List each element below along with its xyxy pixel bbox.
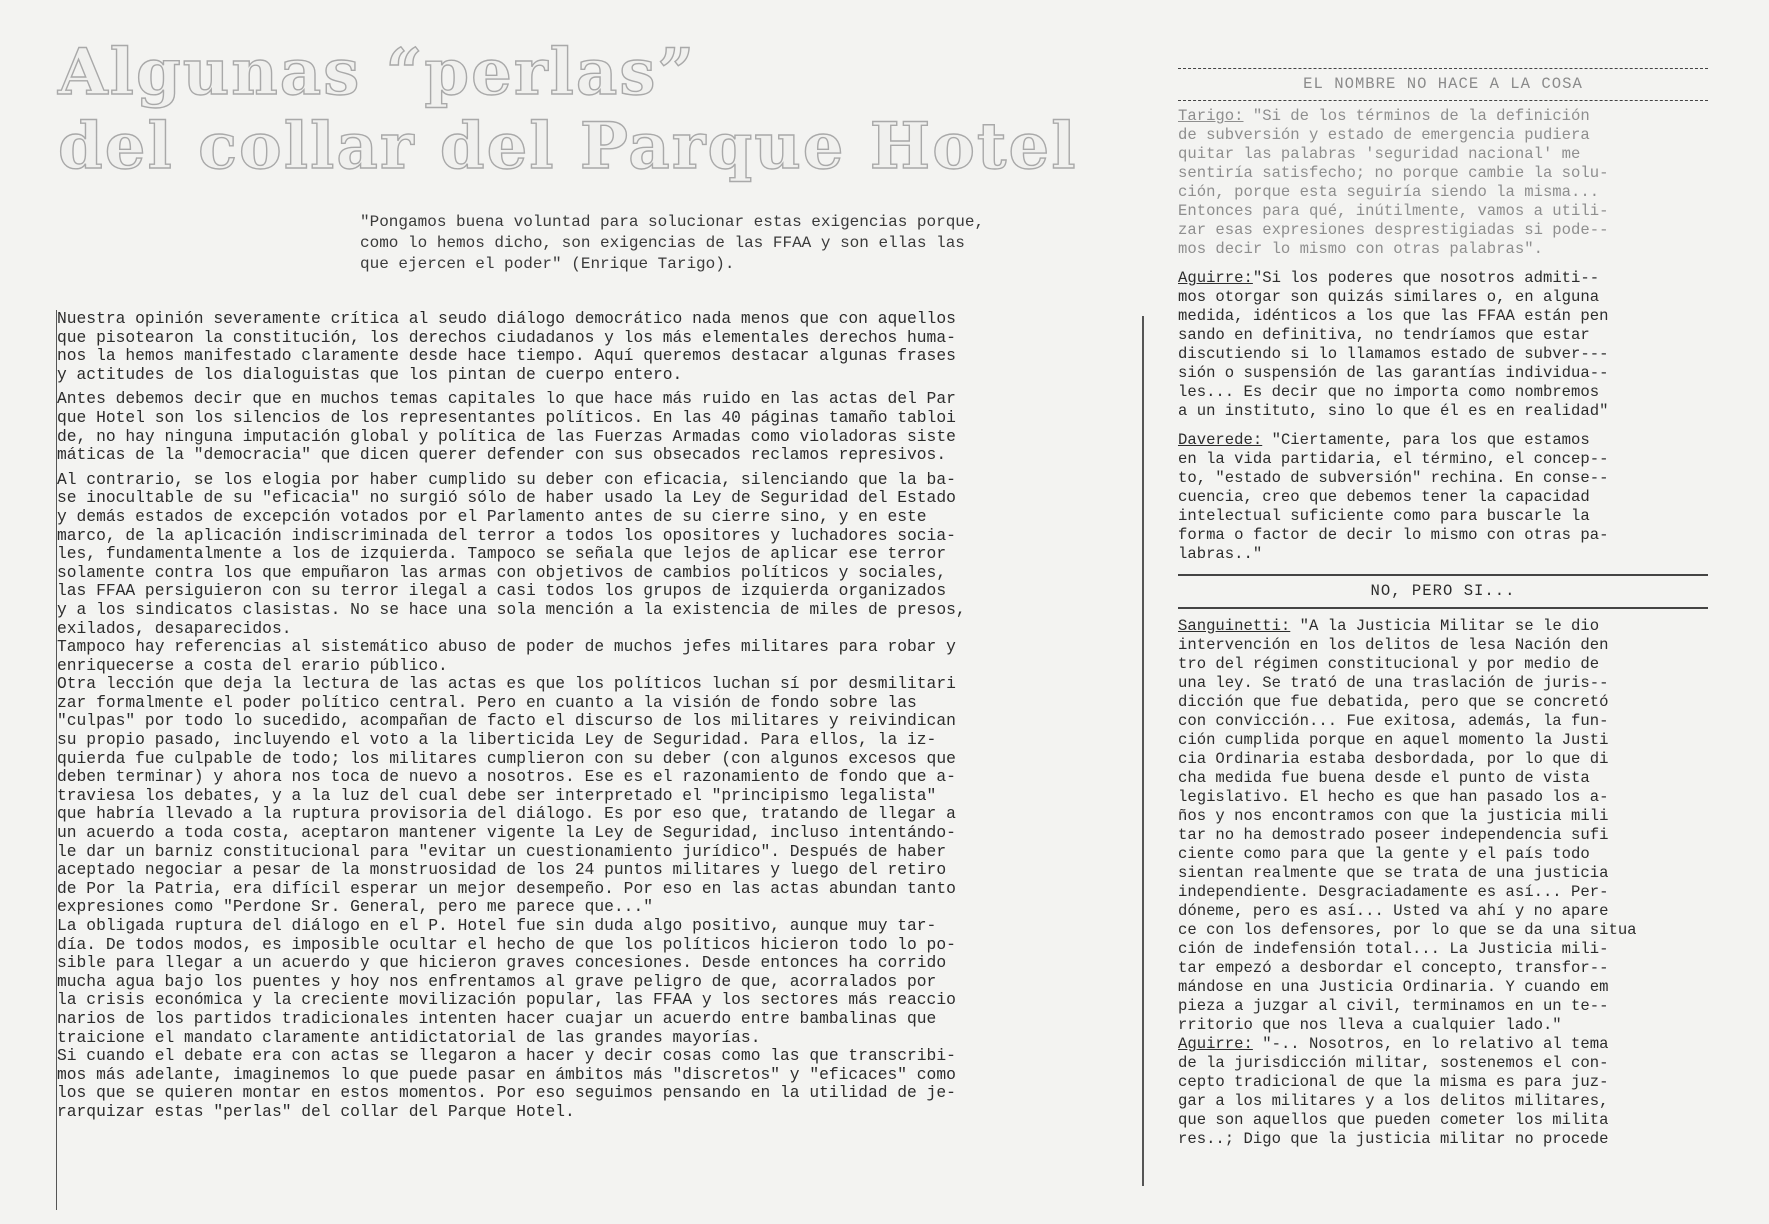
section-rule	[1178, 574, 1708, 576]
speaker-name: Aguirre:	[1178, 1035, 1253, 1053]
headline-line-2: del collar del Parque Hotel	[58, 109, 1078, 184]
quote-text: "Ciertamente, para los que estamos en la vida partidaria, el término, el concep-- to, "estado de subversión" rechina. En conse-- cuencia, creo que debemos tener la capacidad intelectual suficiente como para buscarle la forma o factor de decir lo mismo con otras pa- labras.."	[1178, 431, 1609, 563]
speaker-name: Sanguinetti:	[1178, 617, 1291, 635]
speaker-name: Tarigo:	[1178, 107, 1244, 125]
headline-line-1: Algunas “perlas”	[58, 35, 697, 110]
section-rule	[1178, 68, 1708, 69]
quote-item	[1178, 269, 1708, 421]
speaker-name: Daverede:	[1178, 431, 1263, 449]
column-divider	[1142, 316, 1144, 1186]
article-paragraph: Al contrario, se los elogia por haber cumplido su deber con eficacia, silenciando que la ba- se inocultable de su "eficacia" no surgió sólo de haber usado la Ley de Seguridad del Estado y demás estados de excepción votados por el Parlamento antes de su cierre sino, y en este marco, de la aplicación indiscriminada del terror a todos los opositores y luchadores socia- les, fundamentalmente a los de izquierda. Tampoco se señala que lejos de aplicar ese terror solamente contra los que empuñaron las armas con objetivos de cambios políticos y sociales, las FFAA persiguieron con su terror ilegal a casi todos los grupos de izquierda organizados y a los sindicatos clasistas. No se hace una sola mención a la existencia de miles de presos, exilados, desaparecidos. Tampoco hay referencias al sistemático abuso de poder de muchos jefes militares para robar y enriquecerse a costa del erario público. Otra lección que deja la lectura de las actas es que los políticos luchan sí por desmilitari zar formalmente el poder político central. Pero en cuanto a la visión de fondo sobre las "culpas" por todo lo sucedido, acompañan de facto el discurso de los militares y reivindican su propio pasado, incluyendo el voto a la liberticida Ley de Seguridad. Para ellos, la iz- quierda fue culpable de todo; los militares cumplieron con su deber (con algunos excesos que deben terminar) y ahora nos toca de nuevo a nosotros. Ese es el razonamiento de fondo que a- traviesa los debates, y a la luz del cual debe ser interpretado el "principismo legalista" que habría llevado a la ruptura provisoria del diálogo. Es por eso que, tratando de llegar a un acuerdo a toda costa, aceptaron mantener vigente la Ley de Seguridad, incluso intentándo- le dar un barniz constitucional para "evitar un cuestionamiento jurídico". Después de haber aceptado negociar a pesar de la monstruosidad de los 24 puntos militares y luego del retiro de Por la Patria, era difícil esperar un mejor desempeño. Por eso en las actas abundan tanto expresiones como "Perdone Sr. General, pero me parece que..." La obligada ruptura del diálogo en el P. Hotel fue sin duda algo positivo, aunque muy tar- día. De todos modos, es imposible ocultar el hecho de que los políticos hicieron todo lo po- sible para llegar a un acuerdo y que hicieron graves concesiones. Desde entonces ha corrido mucha agua bajo los puentes y hoy nos enfrentamos al grave peligro de que, acorralados por la crisis económica y la creciente movilización popular, las FFAA y los sectores más reaccio narios de los partidos tradicionales intenten hacer cuajar un acuerdo entre bambalinas que traicione el mandato claramente antidictatorial de las grandes mayorías. Si cuando el debate era con actas se llegaron a hacer y decir cosas como las que transcribi- mos más adelante, imaginemos lo que puede pasar en ámbitos más "discretos" y "eficaces" como los que se quieren montar en estos momentos. Por eso seguimos pensando en la utilidad de je- rarquizar estas "perlas" del collar del Parque Hotel.	[57, 469, 966, 1121]
quote-item	[1178, 1035, 1708, 1149]
quote-text: "-.. Nosotros, en lo relativo al tema de la jurisdicción militar, sostenemos el con- cepto tradicional de que la misma es para juz- gar a los militares y a los delitos militares, que son aquellos que pueden cometer los milita res..; Digo que la justicia militar no procede	[1178, 1035, 1609, 1148]
quote-text: "A la Justicia Militar se le dio intervención en los delitos de lesa Nación den tro del régimen constitucional y por medio de una ley. Se trató de una traslación de juris-- dicción que fue debatida, pero que se concretó con convicción... Fue exitosa, además, la fun- ción cumplida porque en aquel momento la Justi cia Ordinaria estaba desbordada, por lo que di cha medida fue buena desde el punto de vista legislativo. El hecho es que han pasado los a- ños y nos encontramos con que la justicia mili tar no ha demostrado poseer independencia sufi ciente como para que la gente y el país todo sientan realmente que se trata de una justicia independiente. Desgraciadamente es así... Per- dóneme, pero es así... Usted va ahí y no apare ce con los defensores, por lo que se da una situa ción de indefensión total... La Justicia mili- tar empezó a desbordar el concepto, transfor-- mándose en una Justicia Ordinaria. Y cuando em pieza a juzgar al civil, terminamos en un te-- rritorio que nos lleva a cualquier lado."	[1178, 617, 1637, 1034]
article-paragraph: Nuestra opinión severamente crítica al seudo diálogo democrático nada menos que con aquellos que pisotearon la constitución, los derechos ciudadanos y los más elementales derechos huma- nos la hemos manifestado claramente desde hace tiempo. Aquí queremos destacar algunas frases y actitudes de los dialoguistas que los pintan de cuerpo entero.	[57, 309, 956, 384]
epigraph-quote: "Pongamos buena voluntad para solucionar estas exigencias porque, como lo hemos dicho, son exigencias de las FFAA y son ellas las que ejercen el poder" (Enrique Tarigo).	[360, 213, 985, 273]
quote-item	[1178, 107, 1708, 259]
quote-item	[1178, 617, 1708, 1035]
article-paragraph: Antes debemos decir que en muchos temas capitales lo que hace más ruido en las actas del Par que Hotel son los silencios de los representantes políticos. En las 40 páginas tamaño tabloi de, no hay ninguna imputación global y política de las Fuerzas Armadas como violadoras siste máticas de la "democracia" que dicen querer defender con sus obsecados reclamos represivos.	[57, 389, 956, 465]
section-rule	[1178, 100, 1708, 101]
section-rule	[1178, 607, 1708, 609]
section-title-nombre: EL NOMBRE NO HACE A LA COSA	[1303, 75, 1583, 93]
headline	[58, 35, 1078, 184]
quote-text: "Si de los términos de la definición de subversión y estado de emergencia pudiera quitar las palabras 'seguridad nacional' me sentiría satisfecho; no porque cambie la solu- ción, porque esta seguiría siendo la misma... Entonces para qué, inútilmente, vamos a utili- zar esas expresiones desprestigiadas si pode-- mos decir lo mismo con otras palabras".	[1178, 107, 1609, 258]
quote-text: "Si los poderes que nosotros admiti-- mos otorgar son quizás similares o, en alguna medida, idénticos a los que las FFAA están pen sando en definitiva, no tendríamos que estar discutiendo si lo llamamos estado de subver--- sión o suspensión de las garantías individua-- les... Es decir que no importa como nombremos a un instituto, sino lo que él es en realidad"	[1178, 269, 1609, 420]
speaker-name: Aguirre:	[1178, 269, 1253, 287]
sidebar-column	[1178, 68, 1708, 1159]
section-title-no-pero-si: NO, PERO SI...	[1370, 582, 1516, 600]
quote-item	[1178, 431, 1708, 564]
main-article	[56, 310, 1127, 1210]
